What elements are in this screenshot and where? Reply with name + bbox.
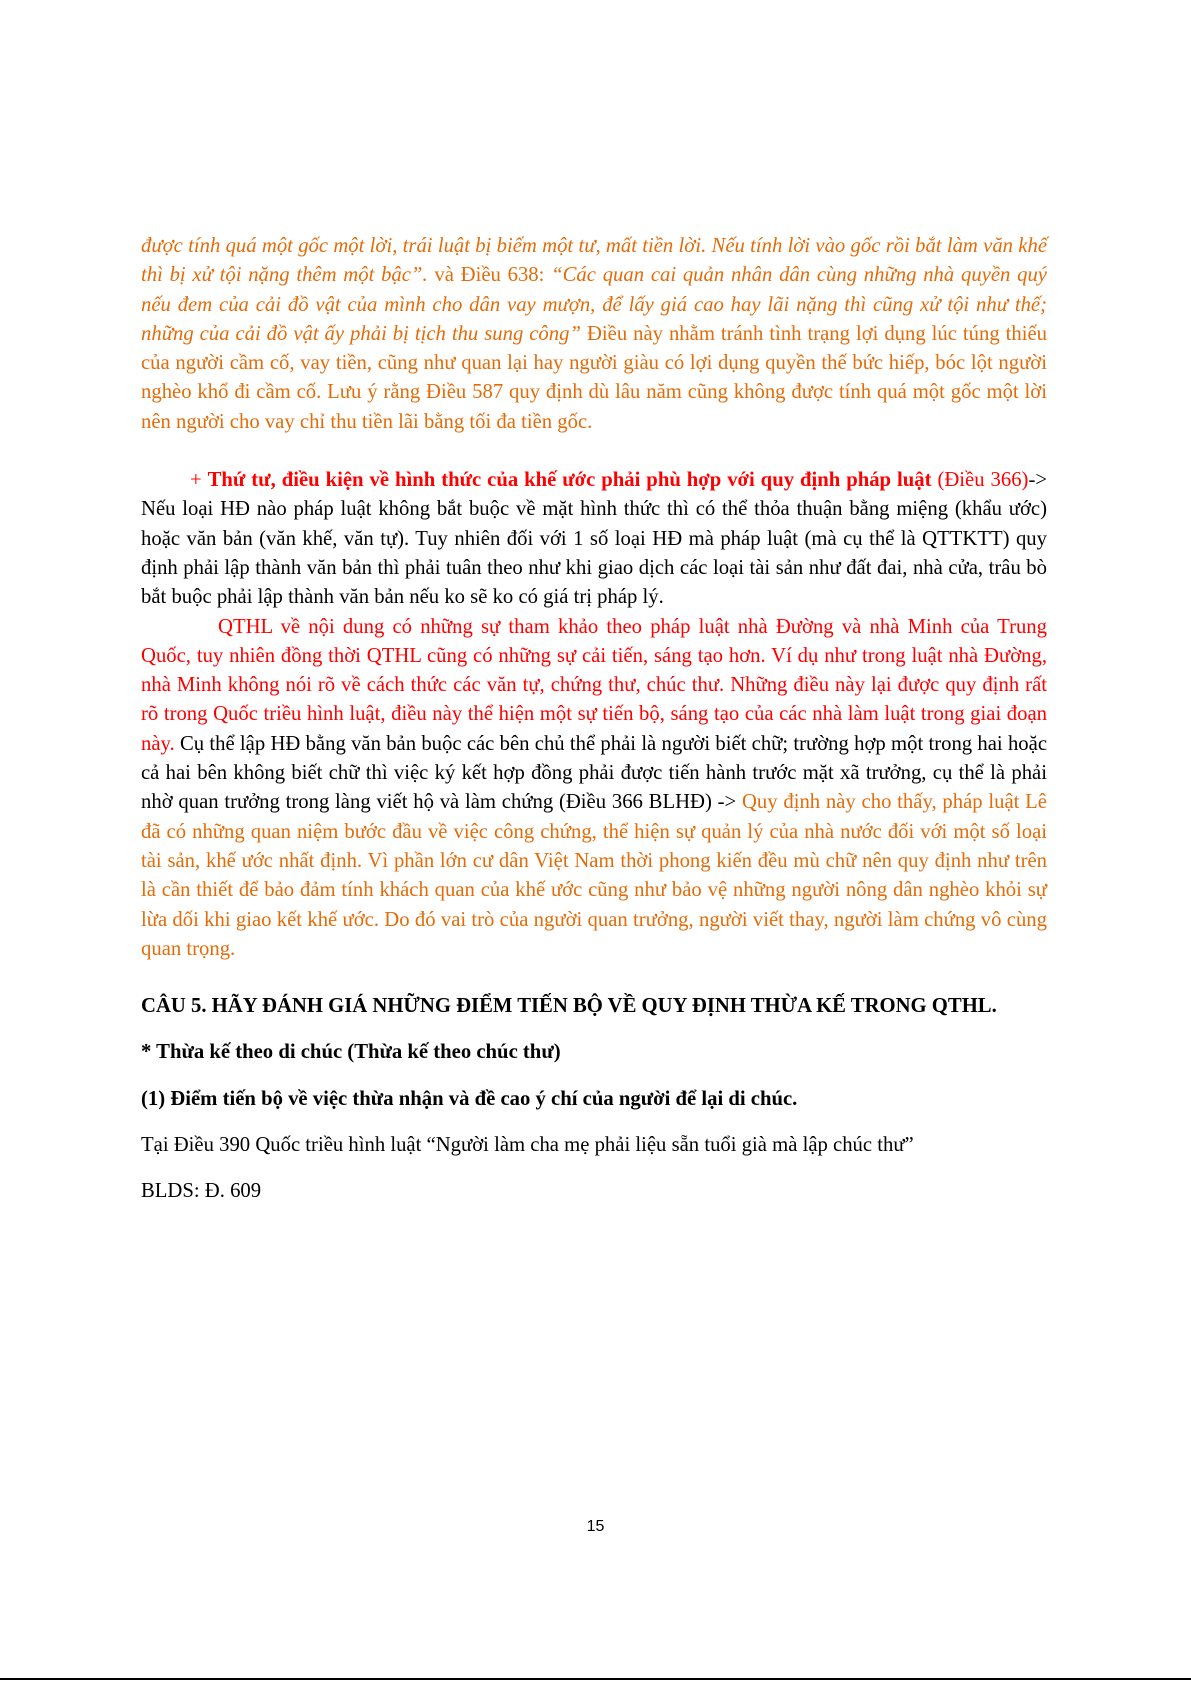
subheading-progress-point-1: (1) Điểm tiến bộ về việc thừa nhận và đề cao ý chí của người để lại di chúc. bbox=[141, 1087, 798, 1110]
text-form-explanation: -> Nếu loại HĐ nào pháp luật không bắt buộc về mặt hình thức thì có thể thỏa thuận bằng miệng (khẩu ước) hoặc văn bản (văn khế, văn tự). Tuy nhiên đối với 1 số loại HĐ mà pháp luật (mà cụ thể là QTTKTT) quy định phải lập thành văn bản thì phải tuân theo như khi giao dịch các loại tài sản như đất đai, nhà cửa, trâu bò bắt buộc phải lập thành văn bản nếu ko sẽ ko có giá trị pháp lý. bbox=[141, 469, 1048, 609]
quote-article-638: “Các quan cai quản nhân dân cùng những nhà quyền quý nếu đem của cải đồ vật của mình cho dân vay mượn, để lấy giá cao hay lãi nặng thì cũng xử tội như thế; những của cải đồ vật ấy phải bị tịch thu sung công” bbox=[141, 264, 1047, 345]
bottom-divider bbox=[0, 1678, 1191, 1680]
ref-article-366: (Điều 366) bbox=[931, 469, 1029, 492]
paragraph-form-conditions bbox=[141, 466, 1047, 612]
paragraph-interest-rules bbox=[141, 232, 1047, 437]
text-blds-reference: BLDS: Đ. 609 bbox=[141, 1180, 262, 1203]
document-body bbox=[141, 232, 1047, 1207]
text-article-638-intro: và Điều 638: bbox=[427, 264, 552, 287]
paragraph-qthl-content bbox=[141, 613, 1047, 965]
subheading-will-inheritance: * Thừa kế theo di chúc (Thừa kế theo chúc thư) bbox=[141, 1041, 561, 1064]
bold-form-condition: Thứ tư, điều kiện về hình thức của khế ước phải phù hợp với quy định pháp luật bbox=[207, 469, 932, 492]
text-qthl-innovation: QTHL về nội dung có những sự tham khảo theo pháp luật nhà Đường và nhà Minh của Trung Quốc, tuy nhiên đồng thời QTHL cũng có những sự cải tiến, sáng tạo hơn. Ví dụ như trong luật nhà Đường, nhà Minh không nói rõ về cách thức các văn tự, chứng thư, chúc thư. Những điều này lại được quy định rất rõ trong Quốc triều hình luật, điều này thể hiện một sự tiến bộ, sáng tạo của các nhà làm luật trong giai đoạn này. bbox=[141, 615, 1047, 755]
bullet-plus: + bbox=[190, 469, 208, 492]
section-heading-cau-5: CÂU 5. HÃY ĐÁNH GIÁ NHỮNG ĐIỂM TIẾN BỘ VỀ QUY ĐỊNH THỪA KẾ TRONG QTHL. bbox=[141, 995, 997, 1018]
text-notarization-meaning: Quy định này cho thấy, pháp luật Lê đã có những quan niệm bước đầu về việc công chứng, thể hiện sự quản lý của nhà nước đối với một số loại tài sản, khế ước nhất định. Vì phần lớn cư dân Việt Nam thời phong kiến đều mù chữ nên quy định như trên là cần thiết để bảo đảm tính khách quan của khế ước cũng như bảo vệ những người nông dân nghèo khỏi sự lừa dối khi giao kết khế ước. Do đó vai trò của người quan trưởng, người viết thay, người làm chứng vô cùng quan trọng. bbox=[141, 791, 1047, 960]
page-number: 15 bbox=[586, 1518, 605, 1535]
quote-article-587: được tính quá một gốc một lời, trái luật bị biếm một tư, mất tiền lời. Nếu tính lời vào gốc rồi bắt làm văn khế thì bị xử tội nặng thêm một bậc”. bbox=[141, 235, 1047, 287]
text-article-390: Tại Điều 390 Quốc triều hình luật “Người làm cha mẹ phải liệu sẵn tuổi già mà lập chúc thư” bbox=[141, 1134, 914, 1157]
text-written-contract: Cụ thể lập HĐ bằng văn bản buộc các bên chủ thể phải là người biết chữ; trường hợp một trong hai hoặc cả hai bên không biết chữ thì việc ký kết hợp đồng phải được tiến hành trước mặt xã trưởng, cụ thể là phải nhờ quan trưởng trong làng viết hộ và làm chứng (Điều 366 BLHĐ) -> bbox=[141, 732, 1047, 814]
text-interest-explanation: Điều này nhằm tránh tình trạng lợi dụng lúc túng thiếu của người cầm cố, vay tiền, cũng như quan lại hay người giàu có lợi dụng quyền thế bức hiếp, bóc lột người nghèo khổ đi cầm cố. Lưu ý rằng Điều 587 quy định dù lâu năm cũng không được tính quá một gốc một lời nên người cho vay chỉ thu tiền lãi bằng tối đa tiền gốc. bbox=[141, 322, 1048, 433]
